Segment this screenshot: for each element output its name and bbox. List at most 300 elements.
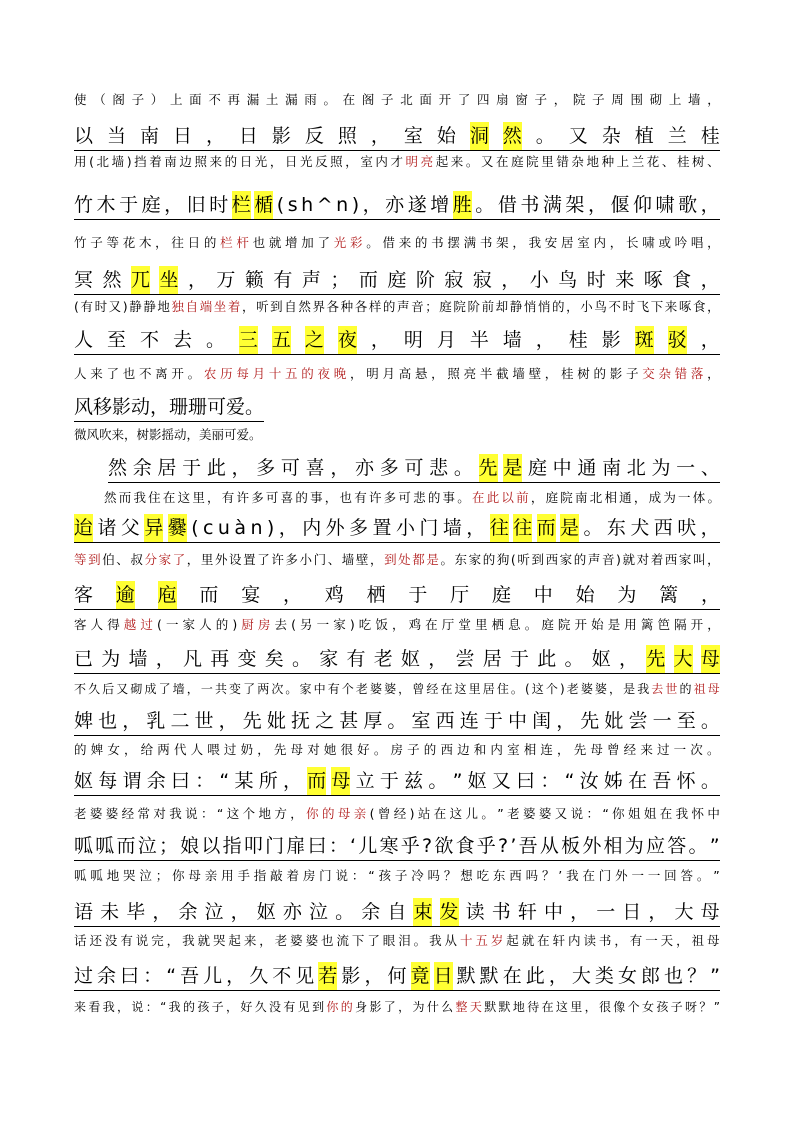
text-char: 岁 [490, 933, 504, 948]
line [74, 393, 264, 422]
text-char: 房 [390, 742, 403, 757]
text-char: 曾 [377, 806, 391, 821]
text-char: ， [707, 366, 720, 381]
text-char: ： [540, 770, 560, 792]
line [74, 645, 720, 674]
text-char: ， [117, 1000, 129, 1014]
text-char: 小 [529, 269, 549, 291]
text-char: 上 [169, 92, 183, 107]
text-char: 凡 [183, 648, 203, 670]
text-char: 啸 [655, 194, 675, 216]
text-char: 时 [94, 299, 108, 314]
text-char: 亮 [463, 366, 477, 381]
text-char: 十 [268, 366, 282, 381]
text-char: 。 [700, 770, 720, 792]
text-char: “ [166, 965, 177, 987]
text-char: 每 [236, 366, 249, 381]
text-char: 默 [479, 965, 499, 987]
text-char: 又 [480, 154, 494, 169]
text-char: 栖 [366, 584, 386, 606]
text-char: 籁 [244, 269, 264, 291]
text-char: 各 [354, 299, 368, 314]
text-char: 西 [545, 552, 559, 567]
text-char: 狗 [496, 552, 510, 567]
text-char: 架 [496, 235, 509, 250]
text-char: 给 [140, 742, 154, 757]
line [74, 898, 720, 927]
text-char: 姐 [628, 806, 641, 821]
text-char: 室 [507, 742, 520, 757]
text-char: 妪 [74, 770, 94, 792]
text-char: 闺 [532, 710, 552, 732]
text-char: 天 [660, 933, 674, 948]
text-char: 等 [106, 235, 119, 250]
text-char: 。 [413, 933, 427, 948]
text-char: 一 [200, 682, 213, 696]
text-char: 子 [211, 1000, 224, 1014]
text-char: 婆 [105, 806, 119, 821]
text-char: 时 [622, 299, 636, 314]
text-char: 指 [253, 868, 267, 883]
text-char: 等 [74, 552, 87, 567]
text-char: ) [266, 517, 275, 539]
text-char: 吾 [652, 770, 672, 792]
text-char: 曾 [607, 742, 620, 757]
text-char: 不 [139, 329, 159, 351]
text-char: 来 [615, 269, 635, 291]
text-char: 冷 [411, 868, 424, 883]
text-char: 一 [165, 617, 179, 632]
text-char: 错 [674, 366, 688, 381]
text-char: 婆 [384, 682, 396, 696]
text-char: 静 [509, 299, 523, 314]
text-char: 这 [449, 806, 463, 821]
text-char: 体 [692, 490, 706, 505]
text-char: 悄 [537, 299, 551, 314]
text-char: 往 [490, 514, 509, 542]
text-char: 可 [404, 457, 424, 479]
text-char: 尝 [628, 710, 648, 732]
text-char: 而 [537, 514, 556, 542]
text-char: 五 [475, 933, 488, 948]
text-char: 摆 [447, 235, 460, 250]
text-char: 家 [158, 552, 172, 567]
text-char: ” [713, 1000, 720, 1014]
text-char: ， [398, 1000, 410, 1014]
text-char: 母 [290, 742, 304, 757]
text-char: 杂 [601, 125, 621, 147]
text-char: 余 [97, 965, 117, 987]
text-char: 连 [459, 710, 479, 732]
text-char: 一 [676, 457, 696, 479]
text-char: ( [89, 154, 94, 169]
text-char: 桂 [561, 366, 574, 381]
text-char: 反 [304, 125, 324, 147]
text-char: ) [351, 194, 360, 216]
text-char: 的 [552, 299, 565, 314]
line [74, 425, 720, 445]
text-char: 泣 [308, 901, 328, 923]
text-char: 对 [636, 552, 650, 567]
text-char: ， [676, 933, 689, 948]
text-char: 了 [243, 682, 255, 696]
text-char: 有 [327, 682, 340, 696]
text-char: 和 [473, 742, 487, 757]
text-char: ， [570, 901, 590, 923]
text-char: 轩 [552, 933, 566, 948]
text-char: 也 [664, 965, 684, 987]
text-char: 是 [426, 552, 439, 567]
text-char: 在 [440, 682, 453, 696]
text-char: 于 [483, 710, 503, 732]
text-char: 植 [634, 125, 654, 147]
text-char: 余 [132, 457, 152, 479]
text-char: 兀 [131, 266, 150, 294]
text-char: 变 [237, 648, 257, 670]
text-char: ( [156, 617, 162, 632]
text-char: 厅 [441, 617, 455, 632]
text-char: 乎 [400, 835, 420, 857]
text-char: ， [241, 299, 255, 314]
text-char: 加 [301, 235, 314, 250]
text-char: 中 [552, 457, 572, 479]
text-char: 诸 [97, 517, 117, 539]
text-char: 借 [497, 194, 517, 216]
text-char: 。 [688, 835, 708, 857]
text-char: 有 [80, 299, 93, 314]
text-char: 敲 [270, 868, 283, 883]
text-char: ： [195, 770, 215, 792]
text-char: 内 [568, 933, 581, 948]
text-char: 默 [484, 1000, 496, 1014]
text-char: 相 [604, 490, 617, 505]
text-char: 祖 [691, 933, 705, 948]
text-char: 过 [74, 965, 94, 987]
text-char: 大 [674, 645, 693, 673]
text-char: 的 [203, 235, 217, 250]
text-char: 有 [221, 490, 235, 505]
text-char: 鸟 [594, 299, 607, 314]
text-char: 的 [573, 552, 587, 567]
text-char: 儿 [358, 835, 378, 857]
text-char: 二 [170, 710, 190, 732]
text-char: 后 [102, 682, 114, 696]
text-char: 了 [257, 552, 270, 567]
text-char: ， [218, 710, 238, 732]
text-char: 默 [456, 965, 476, 987]
text-char: 是 [560, 514, 579, 542]
text-char: 没 [269, 1000, 281, 1014]
text-char: 内 [593, 235, 607, 250]
text-char: 居 [482, 682, 495, 696]
text-char: 母 [707, 682, 720, 696]
text-char: 明 [403, 329, 423, 351]
text-char: 日 [187, 235, 201, 250]
text-char: 啄 [678, 299, 692, 314]
text-char: 共 [214, 682, 227, 696]
text-char: 娘 [180, 835, 200, 857]
line [74, 90, 720, 110]
text-char: 曰 [170, 770, 190, 792]
text-char: 老 [566, 682, 579, 696]
text-char: 光 [333, 235, 347, 250]
text-char: 内 [490, 742, 503, 757]
text-char: 分 [144, 552, 157, 567]
text-char: 四 [476, 92, 490, 107]
text-char: 是 [503, 454, 522, 482]
text-char: ， [584, 1000, 597, 1014]
text-char: ， [349, 366, 363, 381]
text-char: 。 [457, 490, 470, 505]
text-char: 就 [268, 235, 282, 250]
text-char: 整 [455, 1000, 468, 1014]
text-char: 交 [642, 366, 655, 381]
text-char: 女 [617, 965, 637, 987]
text-char: 来 [90, 366, 103, 381]
text-char: 应 [646, 835, 666, 857]
text-char: 面 [189, 92, 202, 107]
text-char: 这 [454, 682, 467, 696]
text-char: 开 [171, 366, 184, 381]
text-char: 日 [239, 154, 253, 169]
text-char: 书 [431, 235, 444, 250]
text-char: ， [398, 682, 410, 696]
text-char: 子 [534, 92, 548, 107]
text-char: 孩 [656, 1000, 669, 1014]
text-char: 东 [454, 552, 468, 567]
text-char: 母 [706, 933, 720, 948]
text-char: 此 [537, 648, 557, 670]
text-char: 为 [624, 835, 644, 857]
text-char: 上 [616, 154, 630, 169]
text-char: 起 [228, 933, 241, 948]
text-char: 始 [575, 584, 595, 606]
line [74, 514, 720, 543]
text-char: 农 [203, 366, 217, 381]
text-char: 先 [580, 710, 600, 732]
text-char: 鸡 [324, 584, 344, 606]
text-char: 站 [417, 806, 431, 821]
text-char: 流 [336, 933, 349, 948]
text-char: ， [556, 710, 576, 732]
text-char: 内 [375, 154, 388, 169]
text-char: 母 [337, 806, 351, 821]
text-char: 过 [223, 742, 237, 757]
text-char: ， [512, 235, 525, 250]
text-char: 指 [222, 835, 242, 857]
text-char: 未 [100, 901, 120, 923]
line [74, 866, 720, 886]
text-char: 洞 [470, 122, 489, 150]
text-char: 好 [240, 1000, 253, 1014]
text-char: 有 [629, 933, 643, 948]
text-char: 像 [613, 1000, 626, 1014]
text-char: （ [93, 92, 106, 107]
text-char: 也 [98, 710, 118, 732]
text-char: ) [349, 617, 355, 632]
text-char: 余 [146, 770, 166, 792]
text-char: 以 [74, 125, 94, 147]
text-char: 母 [700, 901, 720, 923]
text-char: ， [152, 901, 172, 923]
line [74, 679, 720, 699]
text-char: 经 [393, 806, 407, 821]
text-char: 一 [645, 933, 658, 948]
text-char: 大 [571, 965, 591, 987]
text-char: 置 [243, 552, 256, 567]
text-char: 家 [678, 552, 692, 567]
text-char: 在 [496, 154, 509, 169]
text-char: 了 [106, 366, 119, 381]
text-char: 五 [272, 326, 291, 354]
text-char: 读 [465, 901, 485, 923]
text-char: 砌 [130, 682, 143, 696]
text-char: 就 [521, 933, 535, 948]
text-char: 这 [531, 682, 544, 696]
text-char: ； [158, 835, 178, 857]
text-char: ， [330, 457, 350, 479]
text-char: 地 [157, 299, 170, 314]
text-char: ， [648, 901, 668, 923]
text-char: 处 [398, 552, 411, 567]
text-char: 来 [398, 235, 412, 250]
text-char: 来 [209, 154, 223, 169]
text-char: 在 [425, 617, 438, 632]
text-char: 外 [214, 552, 228, 567]
text-char: 影 [609, 366, 623, 381]
text-char: 吃 [358, 617, 372, 632]
text-char: 照 [337, 125, 357, 147]
text-char: ， [370, 329, 390, 351]
text-char: 离 [155, 366, 168, 381]
text-char: 呱 [95, 835, 115, 857]
text-char: 静 [143, 299, 156, 314]
text-char: 息 [508, 617, 521, 632]
text-char: 当 [106, 125, 126, 147]
text-char: ， [700, 329, 720, 351]
text-char: 逾 [116, 581, 135, 609]
text-char: 于 [510, 648, 530, 670]
text-char: 老 [355, 682, 368, 696]
text-char: 就 [622, 552, 636, 567]
text-char: ) [122, 299, 128, 314]
text-char: ( [276, 194, 285, 216]
text-char: ( [291, 617, 296, 632]
text-char: 变 [229, 682, 241, 696]
text-char: 照 [194, 154, 207, 169]
text-char: 前 [481, 299, 495, 314]
text-char: 三 [239, 326, 258, 354]
text-char: 来 [450, 154, 464, 169]
text-char: 自 [284, 299, 297, 314]
text-char: 的 [340, 1000, 353, 1014]
text-char: 以 [201, 835, 221, 857]
text-char: 读 [583, 933, 596, 948]
text-char: 而 [116, 835, 136, 857]
text-char: 不 [608, 299, 621, 314]
text-char: 、 [661, 154, 675, 169]
text-char: 啸 [642, 235, 655, 250]
text-char: “ [160, 1000, 167, 1014]
text-char: 相 [603, 835, 623, 857]
text-char: 妪 [467, 770, 487, 792]
text-char: 在 [162, 490, 176, 505]
text-char: 我 [133, 490, 146, 505]
text-char: 音 [411, 299, 424, 314]
text-char: ， [370, 125, 390, 147]
text-char: 面 [419, 92, 432, 107]
text-char: 在 [433, 806, 447, 821]
text-char: ， [290, 806, 303, 821]
text-char: 老 [74, 806, 87, 821]
text-char: 然 [102, 269, 122, 291]
text-char: 音 [601, 552, 615, 567]
text-char: 寒 [379, 835, 399, 857]
text-char: ： [586, 806, 599, 821]
text-char: ， [707, 552, 720, 567]
text-char: 笆 [657, 617, 670, 632]
text-char: ” [713, 868, 720, 883]
line [74, 152, 720, 172]
text-char: ( [74, 299, 79, 314]
text-char: ， [557, 742, 570, 757]
text-char: 着 [149, 154, 162, 169]
text-char: 另 [300, 617, 313, 632]
text-char: 成 [648, 490, 662, 505]
text-char: 了 [367, 933, 380, 948]
text-char: 然 [108, 457, 128, 479]
text-char: 母 [331, 767, 350, 795]
text-char: ， [164, 194, 184, 216]
text-char: 在 [502, 965, 522, 987]
text-char: 姊 [603, 770, 623, 792]
text-char: ； [155, 868, 169, 883]
text-char: 爨 [168, 514, 187, 542]
text-char: 回 [664, 868, 677, 883]
text-char: 也 [252, 235, 266, 250]
text-char: 然 [104, 490, 117, 505]
text-char: 种 [340, 299, 354, 314]
text-char: 再 [210, 648, 230, 670]
text-char: 中 [313, 682, 326, 696]
text-char: 有 [346, 648, 366, 670]
text-char: 扉 [286, 835, 306, 857]
text-char: 架 [565, 194, 585, 216]
text-char: 各 [326, 299, 340, 314]
text-char: 西 [664, 552, 678, 567]
text-char: 吾 [180, 965, 200, 987]
text-char: 矣 [264, 648, 284, 670]
text-char: 家 [299, 682, 312, 696]
text-char: 又 [568, 125, 588, 147]
text-char: 然 [298, 299, 311, 314]
text-char: 我 [168, 1000, 181, 1014]
text-char: 眼 [382, 933, 396, 948]
text-char: 许 [271, 552, 284, 567]
text-char: “ [368, 868, 375, 883]
text-char: ， [700, 517, 720, 539]
text-char: 对 [153, 806, 166, 821]
text-char: 亦 [385, 194, 405, 216]
text-char: 经 [623, 742, 637, 757]
text-char: 说 [335, 868, 349, 883]
text-char: 为 [617, 584, 637, 606]
text-char: 明 [366, 366, 379, 381]
text-char: 往 [513, 514, 532, 542]
text-char: 样 [368, 299, 382, 314]
text-char: 到 [312, 1000, 324, 1014]
text-char: ， [269, 154, 283, 169]
